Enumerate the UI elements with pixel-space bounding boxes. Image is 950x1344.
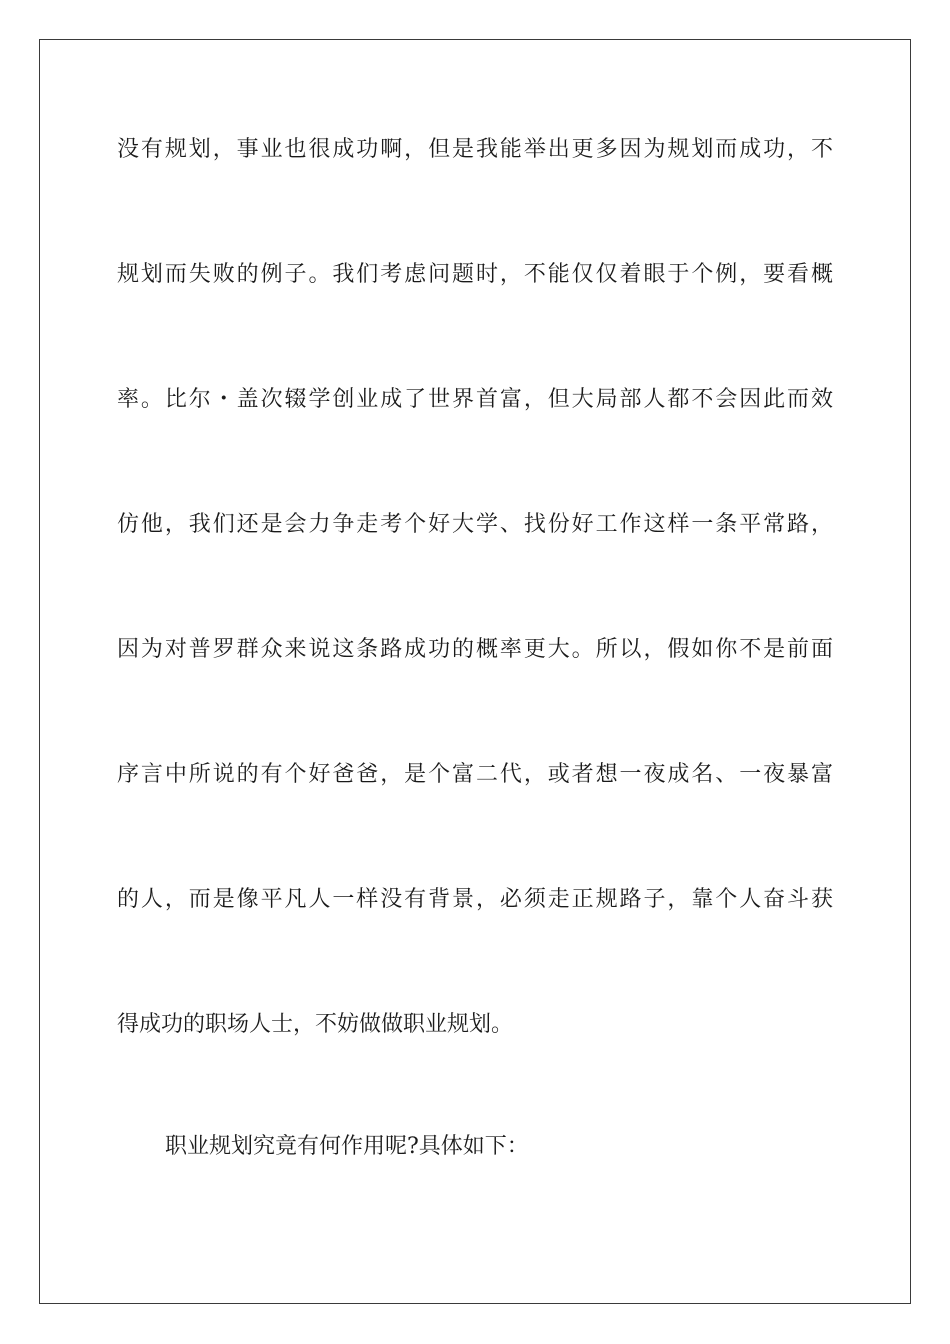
page-border (39, 39, 911, 1304)
body-text-line-1: 没有规划，事业也很成功啊，但是我能举出更多因为规划而成功，不 (117, 137, 833, 162)
body-text-line-6: 序言中所说的有个好爸爸，是个富二代，或者想一夜成名、一夜暴富 (117, 762, 833, 787)
body-text-line-5: 因为对普罗群众来说这条路成功的概率更大。所以，假如你不是前面 (117, 637, 833, 662)
body-text-line-2: 规划而失败的例子。我们考虑问题时，不能仅仅着眼于个例，要看概 (117, 262, 833, 287)
body-text-line-3: 率。比尔・盖次辍学创业成了世界首富，但大局部人都不会因此而效 (117, 387, 833, 412)
body-text-line-4: 仿他，我们还是会力争走考个好大学、找份好工作这样一条平常路， (117, 512, 833, 537)
section-heading: 职业规划究竟有何作用呢?具体如下： (165, 1134, 529, 1159)
body-text-line-8: 得成功的职场人士，不妨做做职业规划。 (117, 1012, 514, 1037)
body-text-line-7: 的人，而是像平凡人一样没有背景，必须走正规路子，靠个人奋斗获 (117, 887, 833, 912)
